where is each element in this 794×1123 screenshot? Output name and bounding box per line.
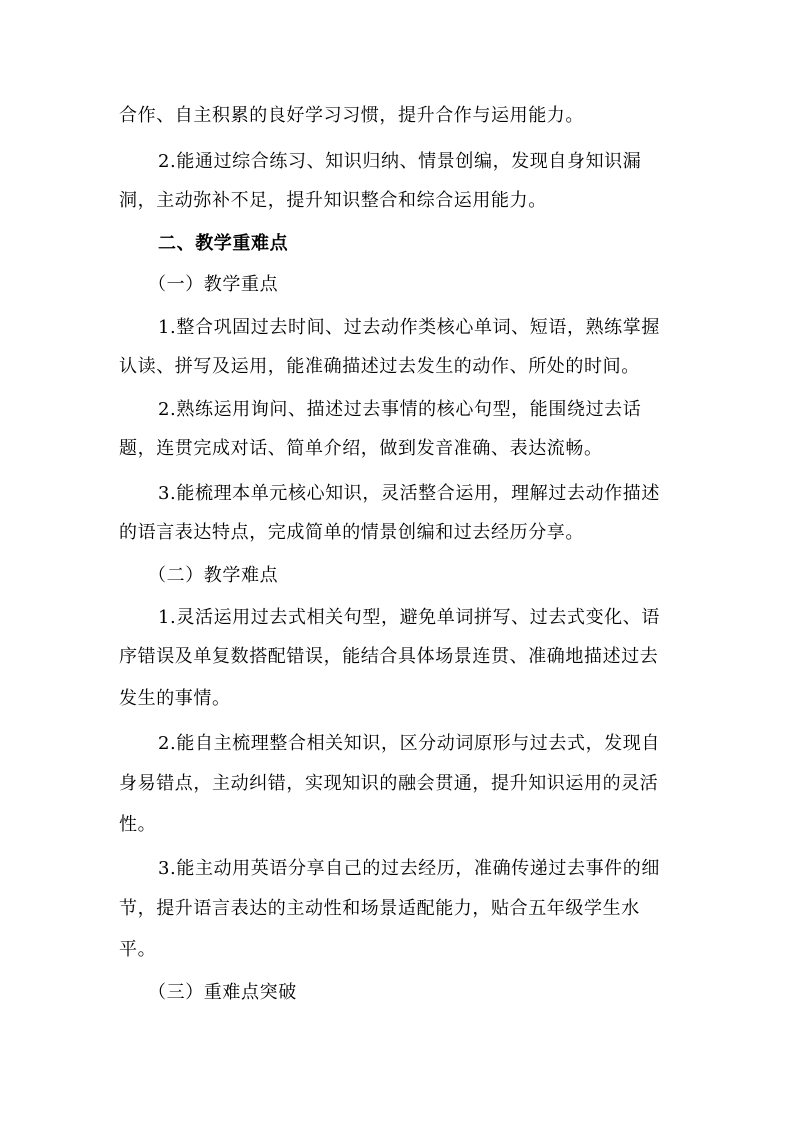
paragraph-line: 1.整合巩固过去时间、过去动作类核心单词、短语，熟练掌握	[158, 317, 660, 338]
paragraph-line: 洞，主动弥补不足，提升知识整合和综合运用能力。	[119, 190, 547, 211]
paragraph-line: 3.能主动用英语分享自己的过去经历，准确传递过去事件的细	[158, 858, 660, 879]
paragraph-line: 身易错点，主动纠错，实现知识的融会贯通，提升知识运用的灵活	[119, 773, 659, 794]
paragraph-line: 节，提升语言表达的主动性和场景适配能力，贴合五年级学生水	[119, 898, 640, 919]
paragraph-line: 平。	[119, 939, 157, 960]
section-heading: 二、教学重难点	[158, 233, 289, 254]
paragraph-line: 的语言表达特点，完成简单的情景创编和过去经历分享。	[119, 522, 584, 543]
paragraph-line: 发生的事情。	[119, 688, 231, 709]
paragraph-line: 合作、自主积累的良好学习习惯，提升合作与运用能力。	[119, 105, 584, 126]
paragraph-line: 性。	[119, 814, 157, 835]
subsection-heading: （二）教学难点	[148, 565, 279, 586]
paragraph-line: 2.熟练运用询问、描述过去事情的核心句型，能围绕过去话	[158, 399, 642, 420]
paragraph-line: 1.灵活运用过去式相关句型，避免单词拼写、过去式变化、语	[158, 607, 660, 628]
subsection-heading: （一）教学重点	[148, 274, 279, 295]
paragraph-line: 2.能自主梳理整合相关知识，区分动词原形与过去式，发现自	[158, 733, 660, 754]
paragraph-line: 序错误及单复数搭配错误，能结合具体场景连贯、准确地描述过去	[119, 646, 659, 667]
paragraph-line: 2.能通过综合练习、知识归纳、情景创编，发现自身知识漏	[158, 151, 642, 172]
subsection-heading: （三）重难点突破	[148, 982, 297, 1003]
paragraph-line: 3.能梳理本单元核心知识，灵活整合运用，理解过去动作描述	[158, 483, 660, 504]
paragraph-line: 题，连贯完成对话、简单介绍，做到发音准确、表达流畅。	[119, 438, 603, 459]
paragraph-line: 认读、拼写及运用，能准确描述过去发生的动作、所处的时间。	[119, 356, 640, 377]
